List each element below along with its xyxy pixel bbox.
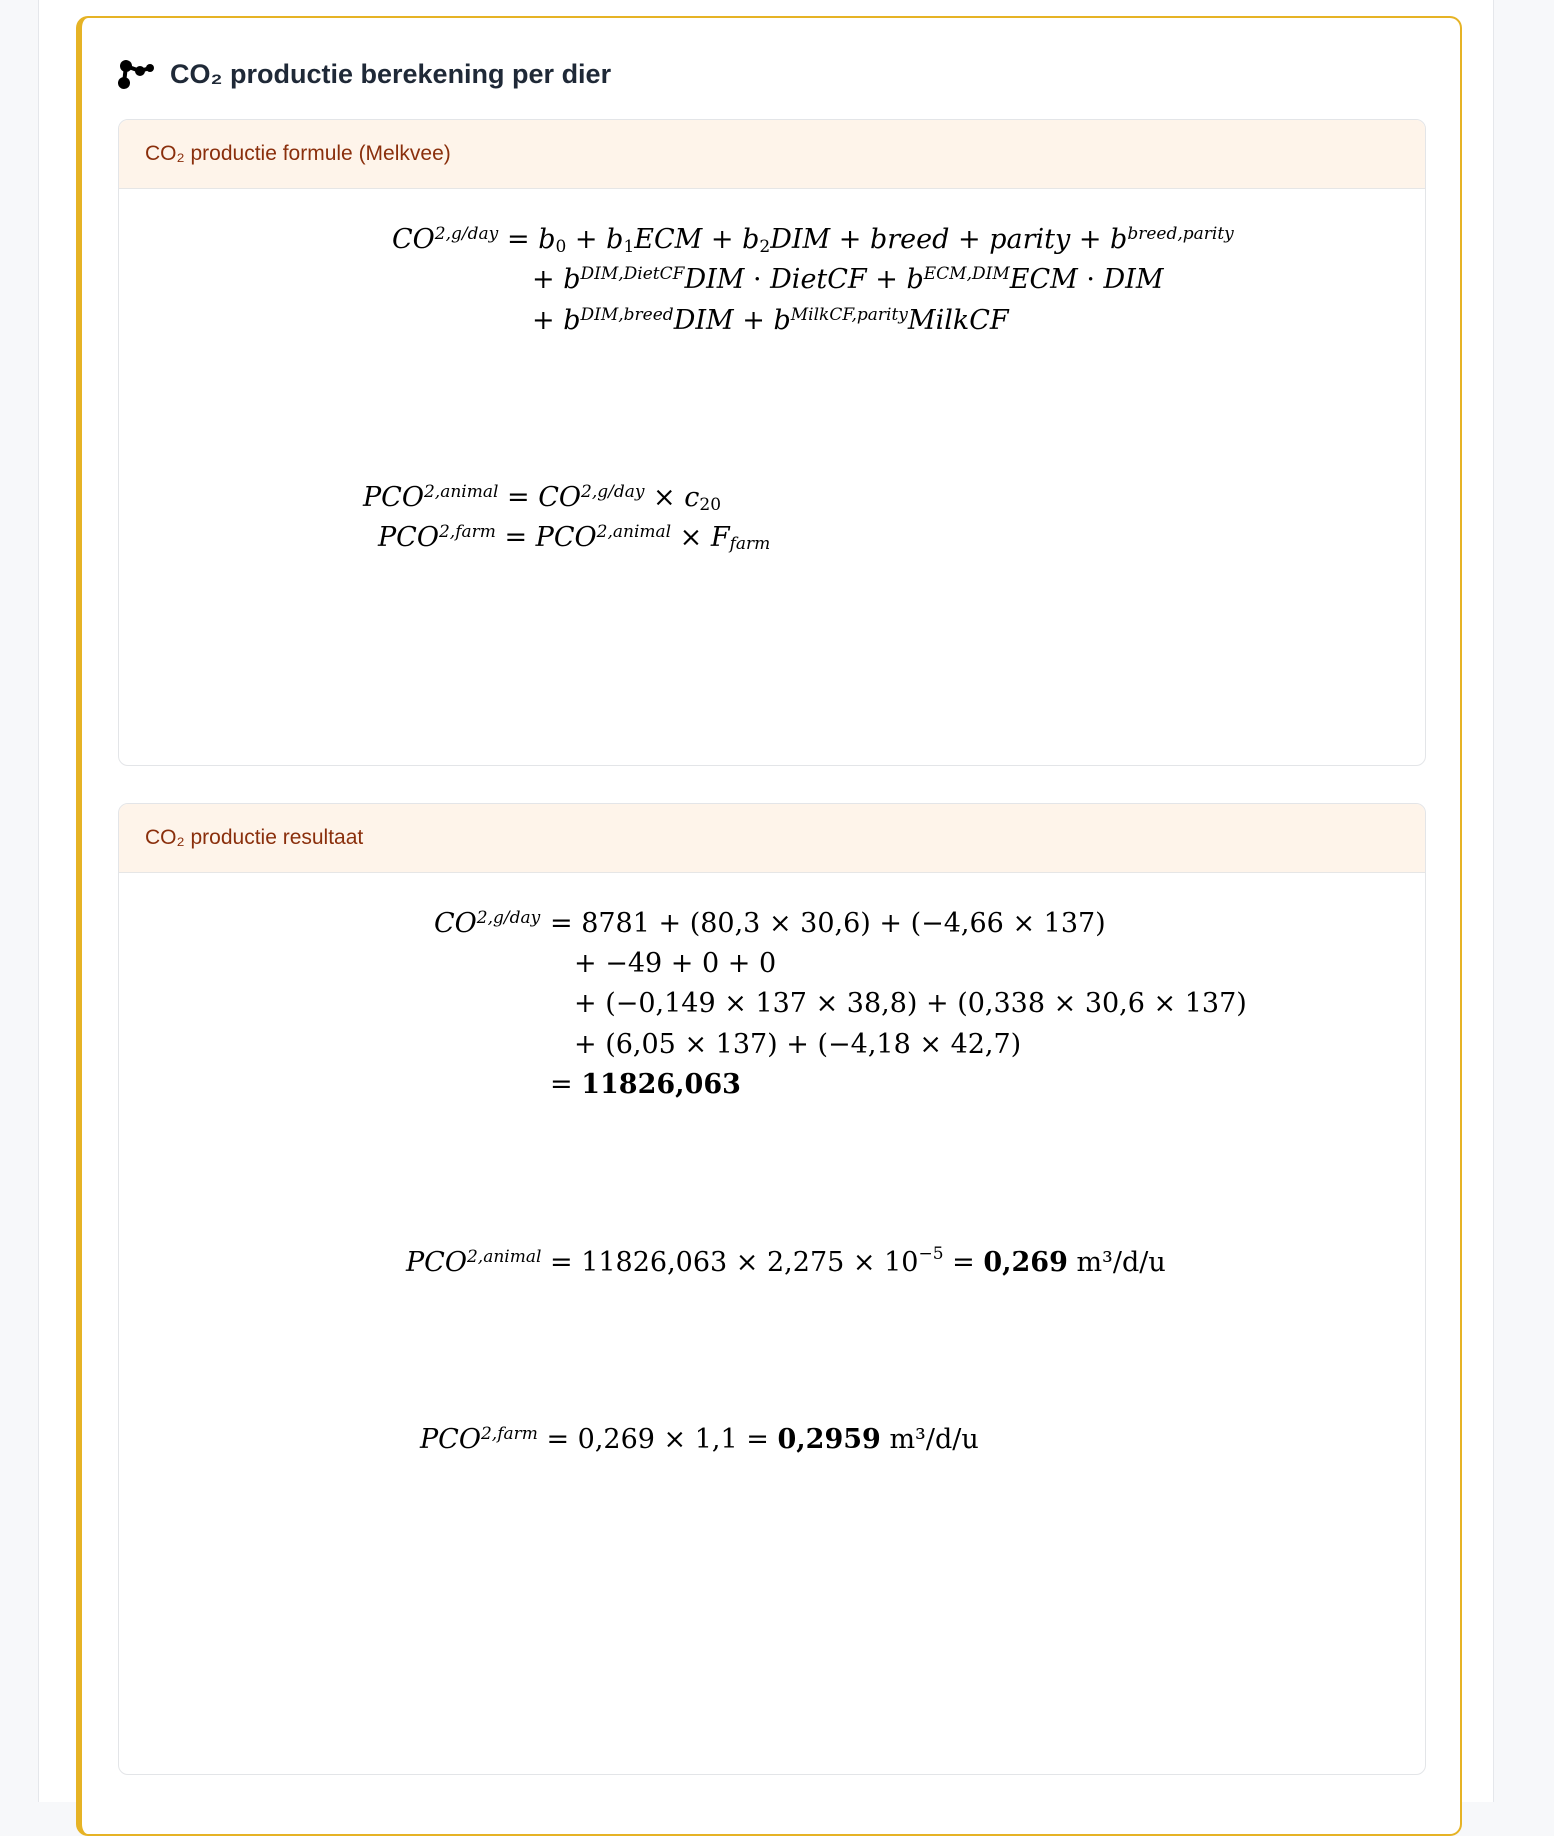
result-line2: + −49 + 0 + 0 xyxy=(574,948,777,979)
result-line3: + (−0,149 × 137 × 38,8) + (0,338 × 30,6 × 137) xyxy=(574,988,1247,1019)
result-total-line: = 11826,063 xyxy=(550,1069,741,1100)
result-line1: = 8781 + (80,3 × 30,6) + (−4,66 × 137) xyxy=(550,908,1106,939)
result-animal-expr: = 11826,063 × 2,275 × 10 xyxy=(550,1247,919,1278)
result-animal-exp: −5 xyxy=(918,1244,944,1264)
result-farm-value: 0,2959 xyxy=(777,1424,881,1455)
result-animal-line: $PCO^{2,animal} = 11826,063 \times 2,275 \times 10^{-5} = 0,269$ m³/d/u xyxy=(406,1244,1166,1278)
formula-eq1-lhs: $CO^{2,g/day}$ xyxy=(392,224,499,255)
result-line4: + (6,05 × 137) + (−4,18 × 42,7) xyxy=(574,1029,1022,1060)
card-title: CO₂ productie berekening per dier xyxy=(170,58,612,89)
formula-eq1-line1: = $b_0 + b_1ECM + b_2DIM$ + breed + parity + $b^{breed,parity}$ xyxy=(507,224,1234,257)
formula-eq1-line2: + $b^{DIM,DietCF}DIM$ · DietCF + $b^{ECM,DIM}ECM$ · DIM xyxy=(532,264,1164,295)
card-header xyxy=(116,54,611,94)
formula-eq2: $PCO^{2,animal} = CO^{2,g/day} \times c_{20}$ xyxy=(363,482,722,515)
formula-eq3: $PCO^{2,farm} = PCO^{2,animal}$ × Ffarm xyxy=(378,522,771,554)
formula-eq1-line3: + $b^{DIM,breed}DIM$ + $b^{MilkCF,parity}MilkCF$ xyxy=(532,305,1009,336)
result-eq1-lhs: $CO^{2,g/day}$ xyxy=(434,908,541,939)
result-farm-line: $PCO^{2,farm} = 0,269 \times 1,1 = 0,2959$ m³/d/u xyxy=(420,1424,979,1455)
result-panel-heading: CO₂ productie resultaat xyxy=(119,804,1425,873)
molecule-icon xyxy=(116,56,156,92)
result-farm-expr: = 0,269 × 1,1 = xyxy=(546,1424,769,1455)
formula-panel-heading: CO₂ productie formule (Melkvee) xyxy=(119,120,1425,189)
result-farm-unit: m³/d/u xyxy=(889,1424,979,1455)
formula-panel xyxy=(118,119,1426,766)
result-total: 11826,063 xyxy=(581,1069,741,1100)
result-animal-unit: m³/d/u xyxy=(1076,1247,1166,1278)
result-animal-value: 0,269 xyxy=(983,1247,1068,1278)
